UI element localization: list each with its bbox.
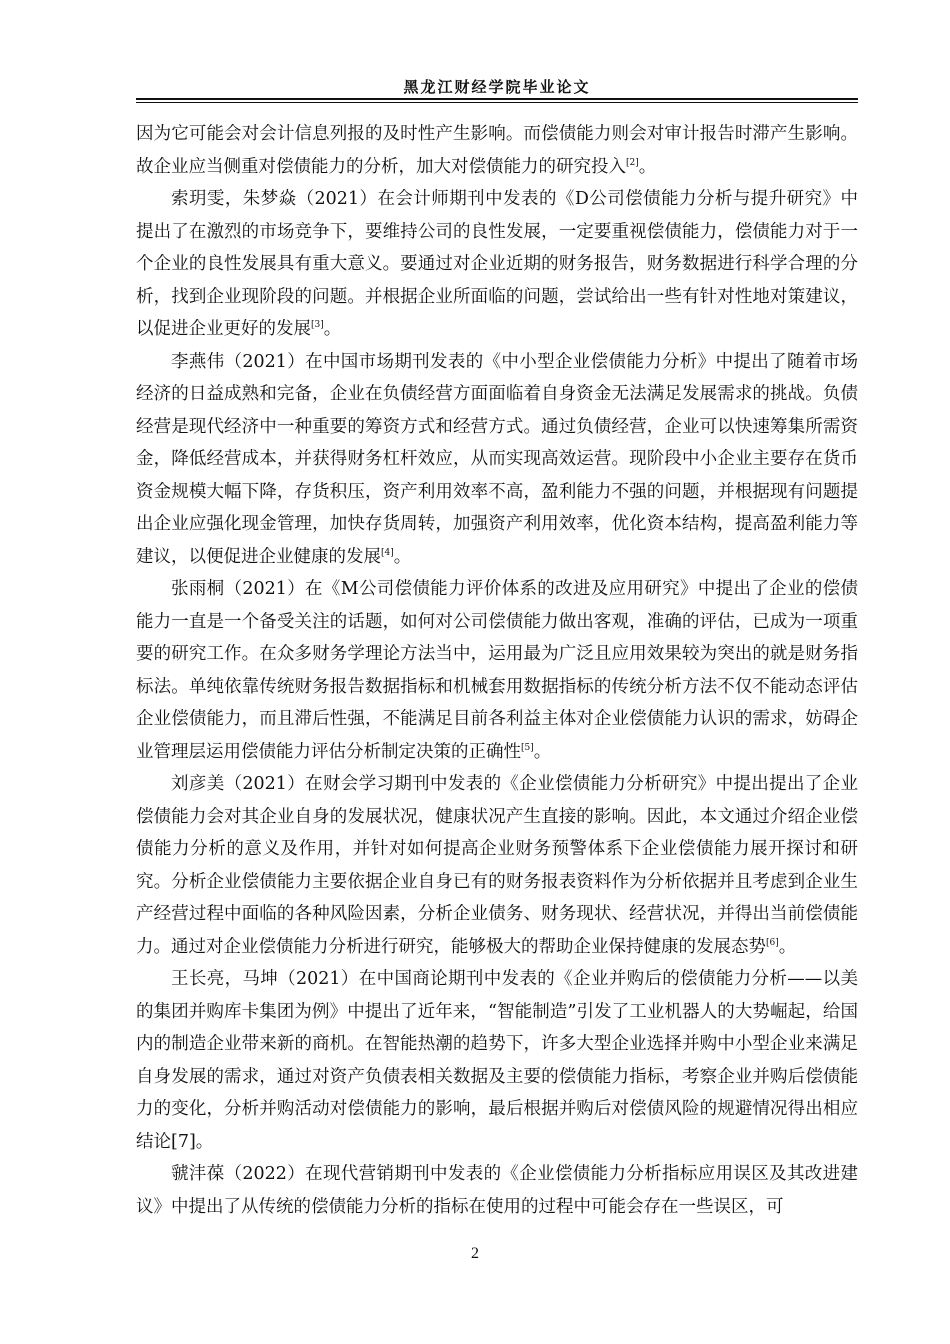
- header-rule-thin: [136, 102, 858, 103]
- paragraph-text: 王长亮，马坤（2021）在中国商论期刊中发表的《企业并购后的偿债能力分析——以美的集团并购库卡集团为例》中提出了近年来，“智能制造”引发了工业机器人的大势崛起，给国内的制造企业带来新的商机。在智能热潮的趋势下，许多大型企业选择并购中小型企业来满足自身发展的需求，通过对资产负债表相关数据及主要的偿债能力指标，考察企业并购后偿债能力的变化，分析并购活动对偿债能力的影响，最后根据并购后对偿债风险的规避情况得出相应结论[7]。: [136, 969, 858, 1152]
- citation-mark: [2]: [626, 157, 639, 168]
- citation-mark: [5]: [521, 742, 534, 753]
- paragraph-text: 李燕伟（2021）在中国市场期刊发表的《中小型企业偿债能力分析》中提出了随着市场经济的日益成熟和完备，企业在负债经营方面面临着自身资金无法满足发展需求的挑战。负债经营是现代经济中一种重要的筹资方式和经营方式。通过负债经营，企业可以快速筹集所需资金，降低经营成本，并获得财务杠杆效应，从而实现高效运营。现阶段中小企业主要存在货币资金规模大幅下降，存货积压，资产利用效率不高，盈利能力不强的问题，并根据现有问题提出企业应强化现金管理，加快存货周转，加强资产利用效率，优化资本结构，提高盈利能力等建议，以便促进企业健康的发展: [136, 351, 858, 567]
- paragraph-5: [136, 768, 858, 963]
- paragraph-tail: 。: [778, 936, 797, 957]
- paragraph-tail: 。: [323, 319, 342, 339]
- paragraph-4: [136, 573, 858, 768]
- paragraph-text: 虢沣葆（2022）在现代营销期刊中发表的《企业偿债能力分析指标应用误区及其改进建议》中提出了从传统的偿债能力分析的指标在使用的过程中可能会存在一些误区，可: [136, 1164, 858, 1217]
- paragraph-6: [136, 963, 858, 1158]
- paragraph-text: 索玥雯，朱梦焱（2021）在会计师期刊中发表的《D公司偿债能力分析与提升研究》中提出了在激烈的市场竞争下，要维持公司的良性发展，一定要重视偿债能力，偿债能力对于一个企业的良性发展具有重大意义。要通过对企业近期的财务报告，财务数据进行科学合理的分析，找到企业现阶段的问题。并根据企业所面临的问题，尝试给出一些有针对性地对策建议，以促进企业更好的发展: [136, 189, 858, 339]
- body-text: [136, 118, 858, 1223]
- running-header: 黑龙江财经学院毕业论文: [403, 78, 591, 96]
- paragraph-2: [136, 183, 858, 346]
- paragraph-tail: 。: [393, 546, 412, 567]
- paragraph-text: 张雨桐（2021）在《M公司偿债能力评价体系的改进及应用研究》中提出了企业的偿债能力一直是一个备受关注的话题，如何对公司偿债能力做出客观，准确的评估，已成为一项重要的研究工作。在众多财务学理论方法当中，运用最为广泛且应用效果较为突出的就是财务指标法。单纯依靠传统财务报告数据指标和机械套用数据指标的传统分析方法不仅不能动态评估企业偿债能力，而且滞后性强，不能满足目前各利益主体对企业偿债能力认识的需求，妨碍企业管理层运用偿债能力评估分析制定决策的正确性: [136, 579, 858, 762]
- paragraph-text: 刘彦美（2021）在财会学习期刊中发表的《企业偿债能力分析研究》中提出提出了企业偿债能力会对其企业自身的发展状况，健康状况产生直接的影响。因此，本文通过介绍企业偿债能力分析的意义及作用，并针对如何提高企业财务预警体系下企业偿债能力展开探讨和研究。分析企业偿债能力主要依据企业自身已有的财务报表资料作为分析依据并且考虑到企业生产经营过程中面临的各种风险因素，分析企业债务、财务现状、经营状况，并得出当前偿债能力。通过对企业偿债能力分析进行研究，能够极大的帮助企业保持健康的发展态势: [136, 774, 858, 957]
- citation-mark: [6]: [766, 937, 779, 948]
- paragraph-tail: 。: [638, 156, 657, 177]
- paragraph-1: [136, 118, 858, 183]
- header-rule-thick: [136, 98, 858, 100]
- citation-mark: [4]: [381, 547, 394, 558]
- page-number: 2: [471, 1245, 479, 1262]
- paragraph-7: [136, 1158, 858, 1223]
- paragraph-tail: 。: [533, 741, 552, 762]
- paragraph-text: 因为它可能会对会计信息列报的及时性产生影响。而偿债能力则会对审计报告时滞产生影响。故企业应当侧重对偿债能力的分析，加大对偿债能力的研究投入: [136, 124, 858, 177]
- paragraph-3: [136, 346, 858, 574]
- citation-mark: [3]: [311, 320, 324, 330]
